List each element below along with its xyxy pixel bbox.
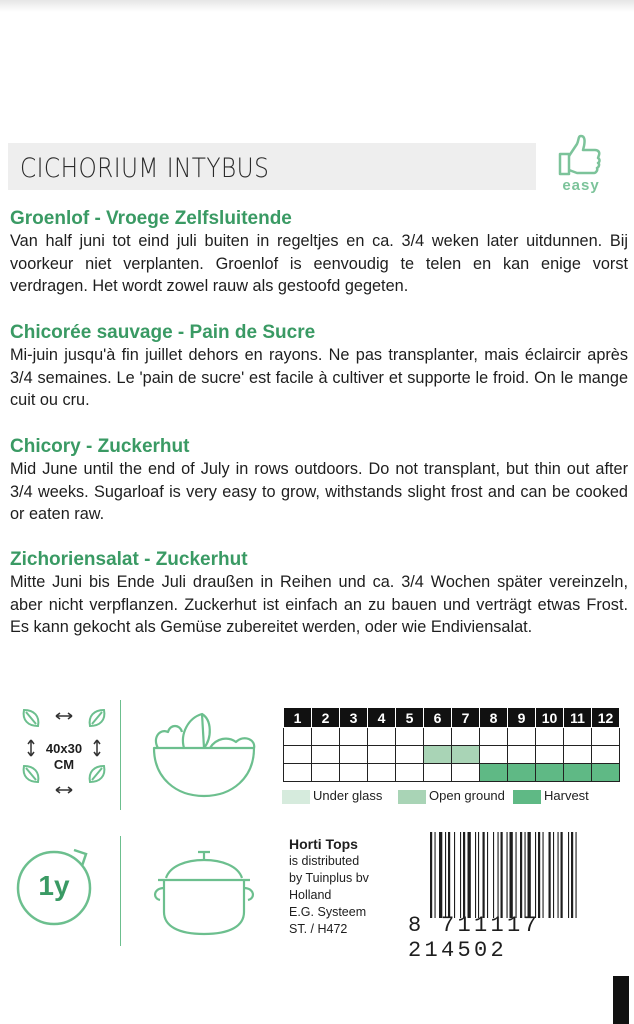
section-title: Chicorée sauvage - Pain de Sucre xyxy=(10,322,316,343)
barcode-bar xyxy=(487,832,488,918)
barcode-bar xyxy=(543,832,544,918)
month-label: 3 xyxy=(340,708,368,728)
section-french xyxy=(10,322,628,412)
cooking-pot-icon xyxy=(140,836,268,946)
barcode-bar xyxy=(468,832,471,918)
calendar-cell xyxy=(508,746,536,764)
calendar-row-harvest xyxy=(284,764,620,782)
latin-name-banner xyxy=(8,143,536,190)
barcode-bar xyxy=(475,832,476,918)
calendar-cell xyxy=(592,746,620,764)
calendar-cell xyxy=(480,764,508,782)
calendar-cell xyxy=(396,746,424,764)
calendar-row-open-ground xyxy=(284,746,620,764)
calendar-cell xyxy=(508,728,536,746)
barcode-icon xyxy=(430,832,626,918)
barcode-bar xyxy=(501,832,503,918)
section-body: Mid June until the end of July in rows outdoors. Do not transplant, but thin out after 3/4 weeks. Sugarloaf is very easy to grow, withstands slight frost and can be cooked or eaten raw. xyxy=(10,460,628,523)
calendar-cell xyxy=(340,728,368,746)
calendar-cell xyxy=(564,728,592,746)
section-dutch xyxy=(10,208,628,298)
barcode-bar xyxy=(561,832,563,918)
legend-label-under-glass: Under glass xyxy=(313,788,383,803)
section-body: Mitte Juni bis Ende Juli draußen in Reihen und ca. 3/4 Wochen später vereinzeln, aber nicht verpflanzen. Zuckerhut ist einfach an zu bauen und verträgt etwas Frost. Es kann gekocht als Gemüse zubereitet werden, oder wie Endiviensalat. xyxy=(10,573,628,636)
thumbs-up-icon xyxy=(556,134,606,178)
barcode-bar xyxy=(439,832,442,918)
calendar-cell xyxy=(424,764,452,782)
legend-swatch-under-glass xyxy=(282,790,310,804)
sowing-calendar xyxy=(283,707,620,782)
calendar-cell xyxy=(312,728,340,746)
section-title: Groenlof - Vroege Zelfsluitende xyxy=(10,208,292,229)
barcode-bar xyxy=(549,832,551,918)
calendar-cell xyxy=(284,746,312,764)
barcode-bar xyxy=(483,832,485,918)
barcode-bar xyxy=(528,832,531,918)
barcode-bar xyxy=(576,832,577,918)
section-title: Zichoriensalat - Zuckerhut xyxy=(10,549,248,570)
barcode-bar xyxy=(558,832,559,918)
calendar-cell xyxy=(368,764,396,782)
barcode-bar xyxy=(498,832,499,918)
calendar-cell xyxy=(536,764,564,782)
calendar-cell xyxy=(452,746,480,764)
barcode-bar xyxy=(445,832,446,918)
distributor-line: E.G. Systeem xyxy=(289,905,367,919)
calendar-cell xyxy=(536,728,564,746)
calendar-cell xyxy=(564,764,592,782)
calendar-cell xyxy=(312,746,340,764)
section-title: Chicory - Zuckerhut xyxy=(10,436,190,457)
distributor-line: by Tuinplus bv xyxy=(289,871,369,885)
barcode-bar xyxy=(493,832,494,918)
barcode-bar xyxy=(435,832,436,918)
month-label: 12 xyxy=(592,708,620,728)
lifecycle-panel xyxy=(8,836,121,946)
section-english xyxy=(10,436,628,526)
barcode-bar xyxy=(507,832,508,918)
barcode-bar xyxy=(535,832,536,918)
salad-bowl-icon xyxy=(140,700,268,810)
calendar-cell xyxy=(312,764,340,782)
top-edge-shadow xyxy=(0,0,634,12)
month-label: 1 xyxy=(284,708,312,728)
barcode-bar xyxy=(553,832,554,918)
legend-swatch-harvest xyxy=(513,790,541,804)
spacing-label xyxy=(8,741,120,773)
calendar-cell xyxy=(564,746,592,764)
calendar-cell xyxy=(368,746,396,764)
distributor-line: ST. / H472 xyxy=(289,922,348,936)
barcode-bar xyxy=(538,832,540,918)
easy-badge xyxy=(556,134,606,198)
calendar-header-row xyxy=(284,708,620,728)
registration-mark xyxy=(613,976,629,1024)
cooking-panel xyxy=(140,836,268,946)
calendar-cell xyxy=(396,728,424,746)
brand-name: Horti Tops xyxy=(289,836,358,852)
calendar-cell xyxy=(480,746,508,764)
barcode-bar xyxy=(516,832,517,918)
legend-label-harvest: Harvest xyxy=(544,788,589,803)
barcode-bar xyxy=(520,832,522,918)
barcode-bar xyxy=(454,832,455,918)
calendar-cell xyxy=(592,728,620,746)
calendar-cell xyxy=(452,728,480,746)
month-label: 2 xyxy=(312,708,340,728)
calendar-cell xyxy=(284,728,312,746)
latin-name: CICHORIUM INTYBUS xyxy=(20,153,270,184)
calendar-row-under-glass xyxy=(284,728,620,746)
barcode-bar xyxy=(568,832,569,918)
calendar-cell xyxy=(452,764,480,782)
month-label: 6 xyxy=(424,708,452,728)
lifecycle-label: 1y xyxy=(38,870,70,901)
distributor-line: Holland xyxy=(289,888,332,902)
barcode-bar xyxy=(571,832,573,918)
barcode-bar xyxy=(478,832,479,918)
barcode-bar xyxy=(448,832,450,918)
barcode-bar xyxy=(460,832,461,918)
spacing-dimensions: 40x30 xyxy=(45,741,83,756)
month-label: 11 xyxy=(564,708,592,728)
calendar-cell xyxy=(340,764,368,782)
calendar-cell xyxy=(424,728,452,746)
barcode-bar xyxy=(525,832,526,918)
calendar-cell xyxy=(340,746,368,764)
spacing-unit: CM xyxy=(53,757,75,772)
month-label: 8 xyxy=(480,708,508,728)
salad-bowl-panel xyxy=(140,700,268,810)
month-label: 7 xyxy=(452,708,480,728)
calendar-cell xyxy=(424,746,452,764)
calendar-cell xyxy=(284,764,312,782)
barcode-number: 8 711117 214502 xyxy=(408,913,541,963)
easy-label: easy xyxy=(562,177,600,194)
distributor-info xyxy=(289,836,369,938)
spacing-panel xyxy=(8,700,121,810)
calendar-cell xyxy=(592,764,620,782)
legend-label-open-ground: Open ground xyxy=(429,788,505,803)
barcode-bar xyxy=(463,832,465,918)
month-label: 10 xyxy=(536,708,564,728)
distributor-line: is distributed xyxy=(289,854,360,868)
barcode-bar xyxy=(510,832,513,918)
calendar-cell xyxy=(480,728,508,746)
barcode-bar xyxy=(430,832,432,918)
section-body: Mi-juin jusqu'à fin juillet dehors en rayons. Ne pas transplanter, mais éclaircir après 3/4 semaines. Le 'pain de sucre' est facile à cultiver et supporte le froid. On le mange cuit ou cru. xyxy=(10,346,628,409)
section-german xyxy=(10,549,628,639)
legend-swatch-open-ground xyxy=(398,790,426,804)
calendar-cell xyxy=(508,764,536,782)
month-label: 4 xyxy=(368,708,396,728)
month-label: 5 xyxy=(396,708,424,728)
calendar-cell xyxy=(368,728,396,746)
month-label: 9 xyxy=(508,708,536,728)
calendar-cell xyxy=(396,764,424,782)
calendar-cell xyxy=(536,746,564,764)
section-body: Van half juni tot eind juli buiten in regeltjes en ca. 3/4 weken later uitdunnen. Bij voorkeur niet verplanten. Groenlof is eenvoudig te telen en kan enige vorst verdragen. Het wordt zowel rauw als gestoofd gegeten. xyxy=(10,232,628,295)
